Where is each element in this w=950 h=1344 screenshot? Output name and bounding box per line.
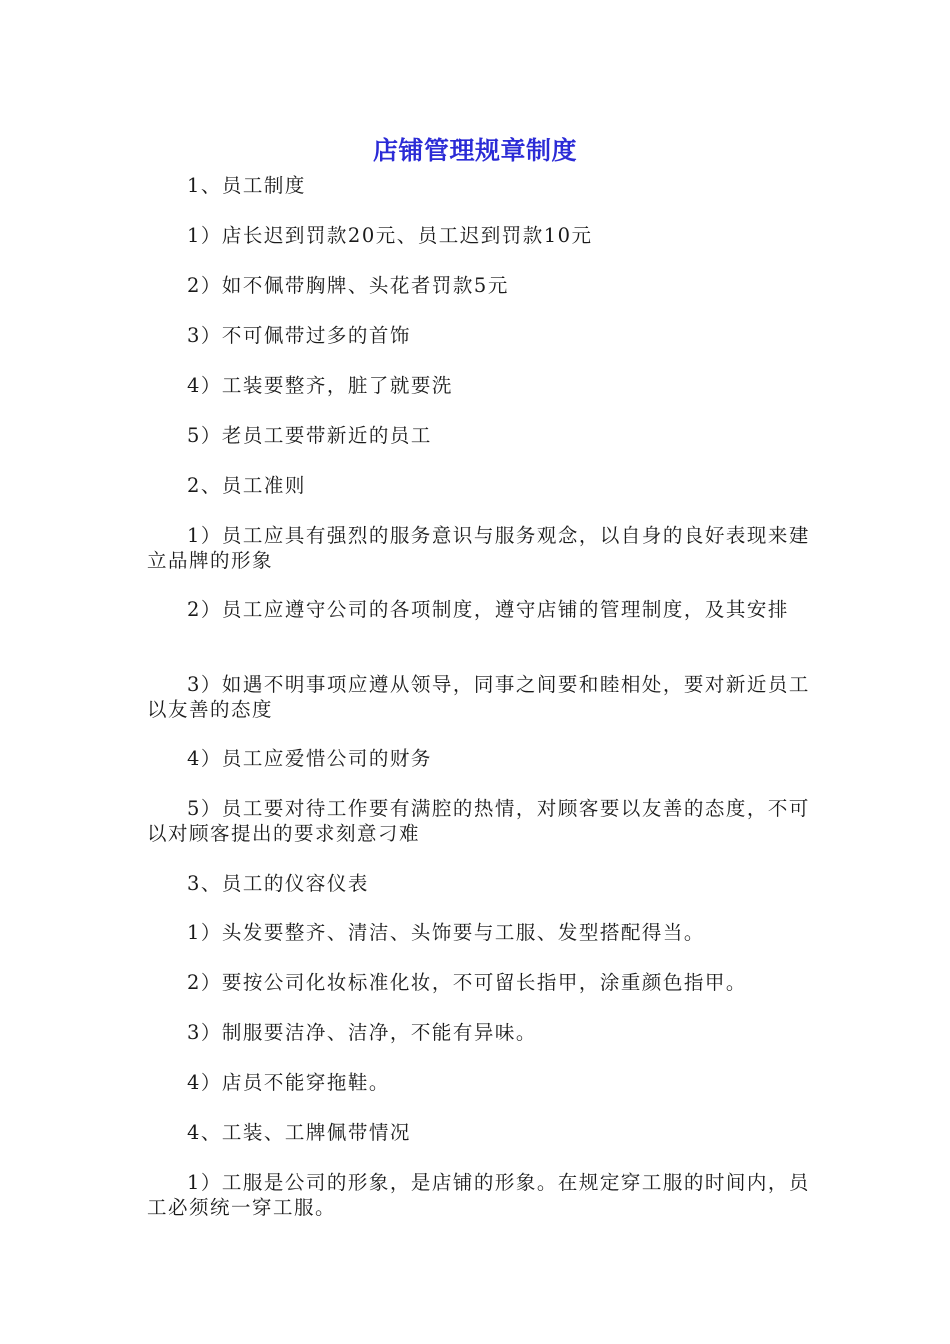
list-item: 4）工装要整齐，脏了就要洗: [187, 374, 453, 397]
section-heading: 2、员工准则: [187, 474, 306, 497]
list-item: 1）店长迟到罚款20元、员工迟到罚款10元: [187, 224, 593, 247]
section-heading: 4、工装、工牌佩带情况: [187, 1121, 411, 1144]
list-item: 4）店员不能穿拖鞋。: [187, 1071, 390, 1094]
list-item: 3）制服要洁净、洁净，不能有异味。: [187, 1021, 537, 1044]
list-item: 3）不可佩带过多的首饰: [187, 324, 411, 347]
list-item: 2）要按公司化妆标准化妆，不可留长指甲，涂重颜色指甲。: [187, 971, 747, 994]
list-item: 1）员工应具有强烈的服务意识与服务观念，以自身的良好表现来建立品牌的形象: [147, 524, 810, 572]
list-item: 4）员工应爱惜公司的财务: [187, 747, 432, 770]
list-item: 3）如遇不明事项应遵从领导，同事之间要和睦相处，要对新近员工以友善的态度: [147, 673, 810, 721]
list-item: 1）工服是公司的形象，是店铺的形象。在规定穿工服的时间内，员工必须统一穿工服。: [147, 1171, 810, 1219]
list-item: 5）老员工要带新近的员工: [187, 424, 432, 447]
list-item: 1）头发要整齐、清洁、头饰要与工服、发型搭配得当。: [187, 921, 705, 944]
list-item: 5）员工要对待工作要有满腔的热情，对顾客要以友善的态度，不可以对顾客提出的要求刻意刁难: [147, 797, 810, 845]
section-heading: 1、员工制度: [187, 174, 306, 197]
list-item: 2）如不佩带胸牌、头花者罚款5元: [187, 274, 509, 297]
document-title: 店铺管理规章制度: [372, 136, 577, 165]
list-item: 2）员工应遵守公司的各项制度，遵守店铺的管理制度，及其安排: [187, 598, 789, 621]
section-heading: 3、员工的仪容仪表: [187, 872, 369, 895]
